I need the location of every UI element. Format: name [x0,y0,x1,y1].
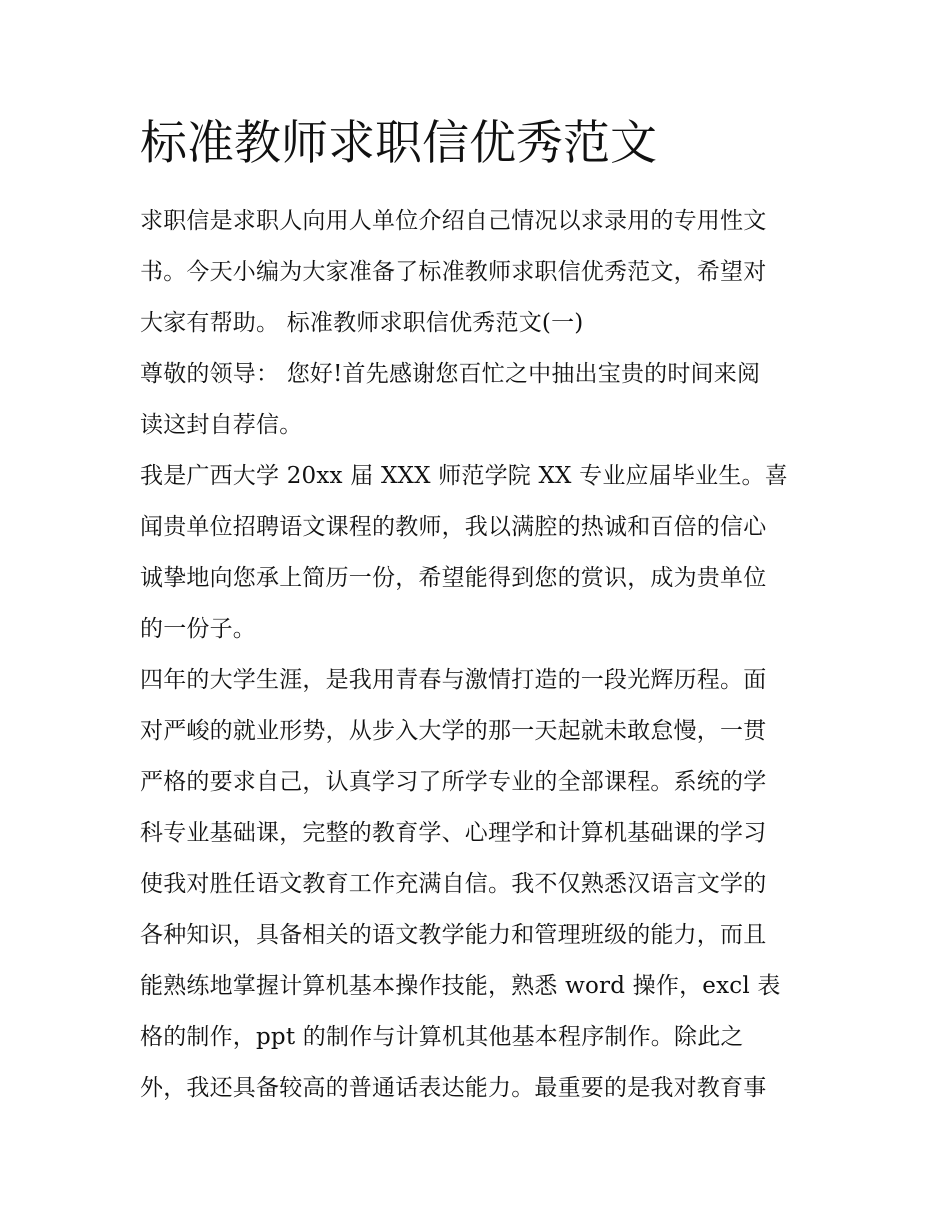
text-line: 尊敬的领导： 您好!首先感谢您百忙之中抽出宝贵的时间来阅 [140,361,761,387]
text-line: 我是广西大学 20xx 届 XXX 师范学院 XX 专业应届毕业生。喜 [140,463,788,489]
text-line: 读这封自荐信。 [140,412,303,438]
text-line: 的一份子。 [140,616,256,642]
document-title: 标准教师求职信优秀范文 [140,116,657,171]
text-line: 使我对胜任语文教育工作充满自信。我不仅熟悉汉语言文学的 [140,871,767,897]
text-line: 各种知识，具备相关的语文教学能力和管理班级的能力，而且 [140,922,767,948]
text-line: 严格的要求自己，认真学习了所学专业的全部课程。系统的学 [140,769,767,795]
text-line: 外，我还具备较高的普通话表达能力。最重要的是我对教育事 [140,1075,767,1101]
text-line: 四年的大学生涯，是我用青春与激情打造的一段光辉历程。面 [140,667,767,693]
text-line: 对严峻的就业形势，从步入大学的那一天起就未敢怠慢，一贯 [140,718,767,744]
document-body [140,196,820,1114]
text-line: 诚挚地向您承上简历一份，希望能得到您的赏识，成为贵单位 [140,565,767,591]
text-line: 求职信是求职人向用人单位介绍自己情况以求录用的专用性文 [140,208,767,234]
text-line: 科专业基础课，完整的教育学、心理学和计算机基础课的学习 [140,820,767,846]
text-line: 书。今天小编为大家准备了标准教师求职信优秀范文，希望对 [140,259,767,285]
text-line: 格的制作，ppt 的制作与计算机其他基本程序制作。除此之 [140,1024,744,1050]
text-line: 能熟练地掌握计算机基本操作技能，熟悉 word 操作，excl 表 [140,973,781,999]
text-line: 闻贵单位招聘语文课程的教师，我以满腔的热诚和百倍的信心 [140,514,767,540]
text-line: 大家有帮助。 标准教师求职信优秀范文(一) [140,310,584,336]
